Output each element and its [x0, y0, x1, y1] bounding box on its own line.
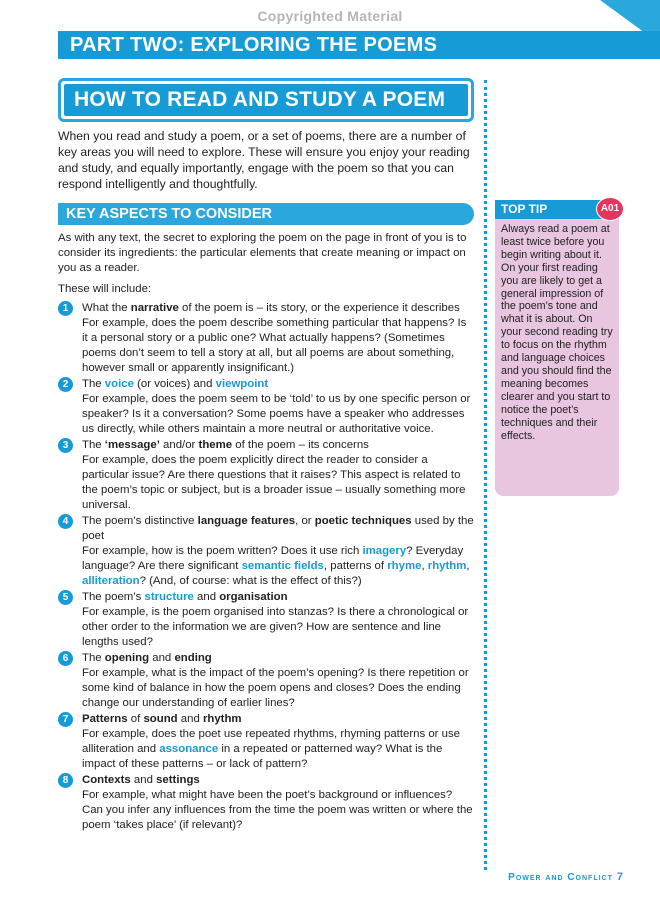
- top-tip-box: [495, 200, 619, 496]
- item-heading: The voice (or voices) and viewpoint: [82, 378, 269, 390]
- item-description: For example, is the poem organised into stanzas? Is there a chronological or other order to the information we are given? How are sentence and line lengths used?: [82, 606, 469, 648]
- list-item: [58, 590, 474, 650]
- intro-paragraph: When you read and study a poem, or a set of poems, there are a number of key areas you will need to explore. These will ensure you enjoy your reading and study, and equally importantly, engage with the poem so that you can respond intelligently and thoughtfully.: [58, 129, 470, 191]
- list-item: [58, 773, 474, 833]
- page-title: HOW TO READ AND STUDY A POEM: [64, 84, 468, 116]
- list-item: [58, 514, 474, 589]
- item-heading: What the narrative of the poem is – its story, or the experience it describes: [82, 302, 460, 314]
- number-badge: 2: [58, 377, 73, 392]
- list-item: [58, 438, 474, 513]
- number-badge: 4: [58, 514, 73, 529]
- ao1-badge: A01: [596, 197, 624, 221]
- part-banner: PART TWO: EXPLORING THE POEMS: [58, 31, 660, 59]
- page-footer: [508, 871, 624, 883]
- main-column: [58, 78, 474, 834]
- top-tip-body: Always read a poem at least twice before you begin writing about it. On your first reading you are likely to get a general impression of the poem’s tone and what it is about. On your second reading try to focus on the rhythm and language choices and you should find the meaning becomes clearer and you start to notice the poet’s techniques and their effects.: [501, 223, 613, 442]
- list-intro: These will include:: [58, 283, 152, 295]
- number-badge: 1: [58, 301, 73, 316]
- item-heading: The opening and ending: [82, 652, 212, 664]
- top-tip-heading: TOP TIP: [495, 200, 619, 219]
- item-heading: The ‘message’ and/or theme of the poem – its concerns: [82, 439, 369, 451]
- list-item: [58, 377, 474, 437]
- aspect-list: [58, 301, 474, 833]
- item-description: For example, what might have been the poet’s background or influences? Can you infer any influences from the time the poem was written or where the poem ‘takes place’ (if relevant)?: [82, 789, 473, 831]
- item-heading: The poem’s distinctive language features, or poetic techniques used by the poet: [82, 515, 474, 542]
- list-item: [58, 301, 474, 376]
- section-heading: KEY ASPECTS TO CONSIDER: [58, 203, 474, 225]
- item-description: For example, what is the impact of the poem’s opening? Is there repetition or some kind of balance in how the poem opens and closes? Does the ending change our understanding of earlier lines?: [82, 667, 469, 709]
- section-paragraph: As with any text, the secret to exploring the poem on the page in front of you is to consider its ingredients: the particular elements that create meaning or impact on you as a reader.: [58, 232, 467, 274]
- copyright-watermark: Copyrighted Material: [257, 8, 403, 24]
- number-badge: 8: [58, 773, 73, 788]
- number-badge: 3: [58, 438, 73, 453]
- footer-label: Power and Conflict: [508, 872, 613, 883]
- dotted-divider: [484, 80, 487, 870]
- list-item: [58, 712, 474, 772]
- number-badge: 6: [58, 651, 73, 666]
- item-heading: Contexts and settings: [82, 774, 200, 786]
- item-description: For example, does the poem explicitly direct the reader to consider a particular issue? Are there questions that it raises? This aspect is related to the poem’s topic or subject, but is a broader issue – usually something more universal.: [82, 454, 466, 511]
- item-heading: Patterns of sound and rhythm: [82, 713, 242, 725]
- page-title-box: [58, 78, 474, 122]
- number-badge: 7: [58, 712, 73, 727]
- page-number: 7: [616, 871, 624, 883]
- item-description: For example, does the poem describe something particular that happens? Is it a personal story or a public one? What actually happens? (Sometimes poems don’t seem to tell a story at all, but all poems are about something, however small or apparently insignificant.): [82, 317, 467, 374]
- item-description: For example, how is the poem written? Does it use rich imagery? Everyday language? Are there significant semantic fields, patterns of rhyme, rhythm, alliteration? (And, of course: what is the effect of this?): [82, 545, 470, 587]
- item-description: For example, does the poem seem to be ‘told’ to us by one specific person or speaker? Is it a conversation? Some poems have a speaker who addresses us directly, while others maintain a more neutral or authoritative voice.: [82, 393, 471, 435]
- item-description: For example, does the poet use repeated rhythms, rhyming patterns or use alliteration and assonance in a repeated or patterned way? What is the impact of these patterns – or lack of pattern?: [82, 728, 460, 770]
- number-badge: 5: [58, 590, 73, 605]
- list-item: [58, 651, 474, 711]
- item-heading: The poem’s structure and organisation: [82, 591, 288, 603]
